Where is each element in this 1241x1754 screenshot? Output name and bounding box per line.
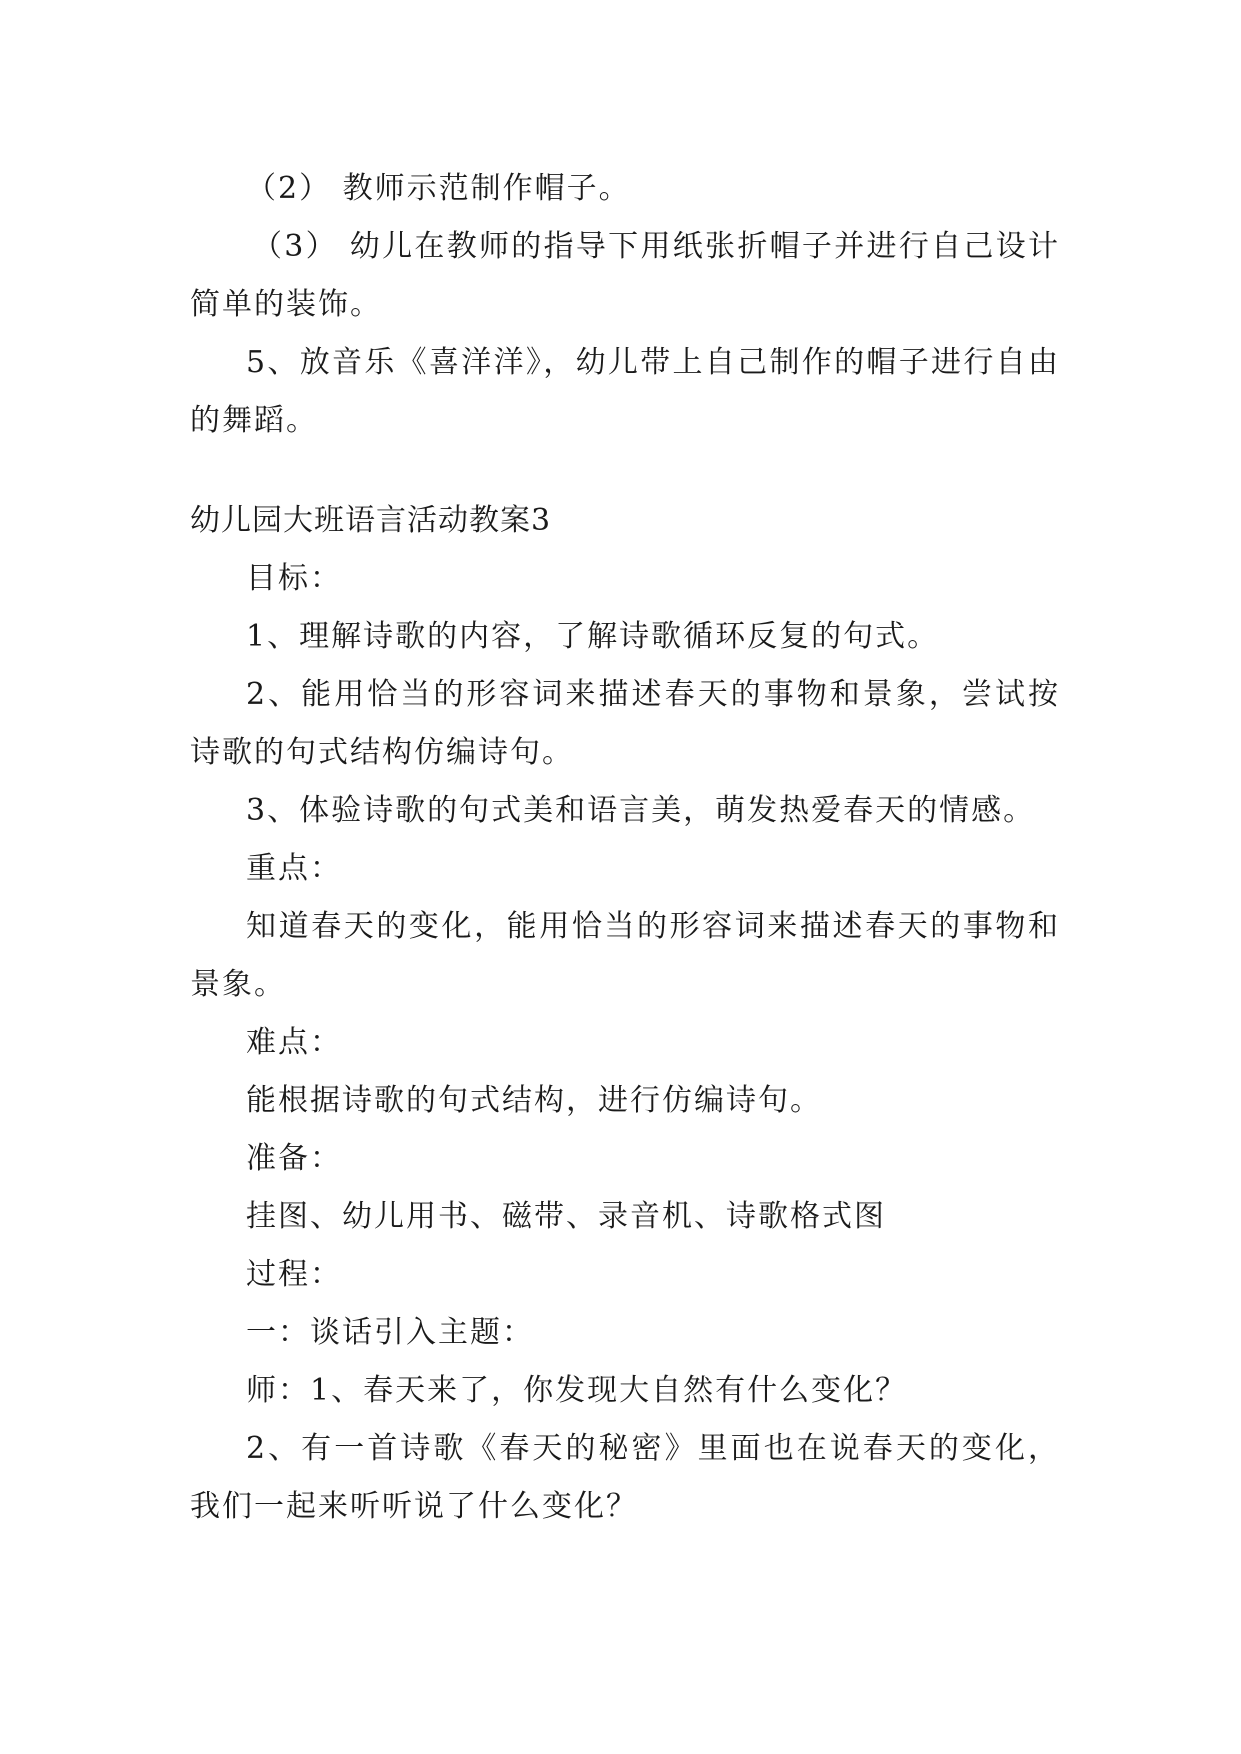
paragraph-prep-label: 准备： bbox=[246, 1141, 342, 1176]
paragraph-goal-3: 3、体验诗歌的句式美和语言美，萌发热爱春天的情感。 bbox=[246, 793, 1036, 828]
paragraph-process-q2: 2、有一首诗歌《春天的秘密》里面也在说春天的变化，我们一起来听听说了什么变化？ bbox=[190, 1431, 1060, 1524]
paragraph-process-label: 过程： bbox=[246, 1257, 342, 1292]
paragraph-step-2: （2） 教师示范制作帽子。 bbox=[246, 171, 631, 206]
section-gap bbox=[190, 450, 1060, 492]
paragraph-process-q1: 师：1、春天来了，你发现大自然有什么变化？ bbox=[246, 1373, 908, 1408]
paragraph-prep-text: 挂图、幼儿用书、磁带、录音机、诗歌格式图 bbox=[246, 1199, 886, 1234]
document-body bbox=[190, 160, 1060, 1536]
paragraph-step-3: （3） 幼儿在教师的指导下用纸张折帽子并进行自己设计简单的装饰。 bbox=[190, 229, 1060, 322]
paragraph-goal-1: 1、理解诗歌的内容，了解诗歌循环反复的句式。 bbox=[246, 619, 940, 654]
section-title: 幼儿园大班语言活动教案3 bbox=[190, 503, 552, 538]
paragraph-goal-2: 2、能用恰当的形容词来描述春天的事物和景象，尝试按诗歌的句式结构仿编诗句。 bbox=[190, 677, 1060, 770]
paragraph-difficulty-text: 能根据诗歌的句式结构，进行仿编诗句。 bbox=[246, 1083, 822, 1118]
paragraph-goal-label: 目标： bbox=[246, 561, 342, 596]
paragraph-key-label: 重点： bbox=[246, 851, 342, 886]
paragraph-step-5: 5、放音乐《喜洋洋》，幼儿带上自己制作的帽子进行自由的舞蹈。 bbox=[190, 345, 1060, 438]
paragraph-process-intro: 一：谈话引入主题： bbox=[246, 1315, 534, 1350]
paragraph-key-text: 知道春天的变化，能用恰当的形容词来描述春天的事物和景象。 bbox=[190, 909, 1060, 1002]
paragraph-difficulty-label: 难点： bbox=[246, 1025, 342, 1060]
